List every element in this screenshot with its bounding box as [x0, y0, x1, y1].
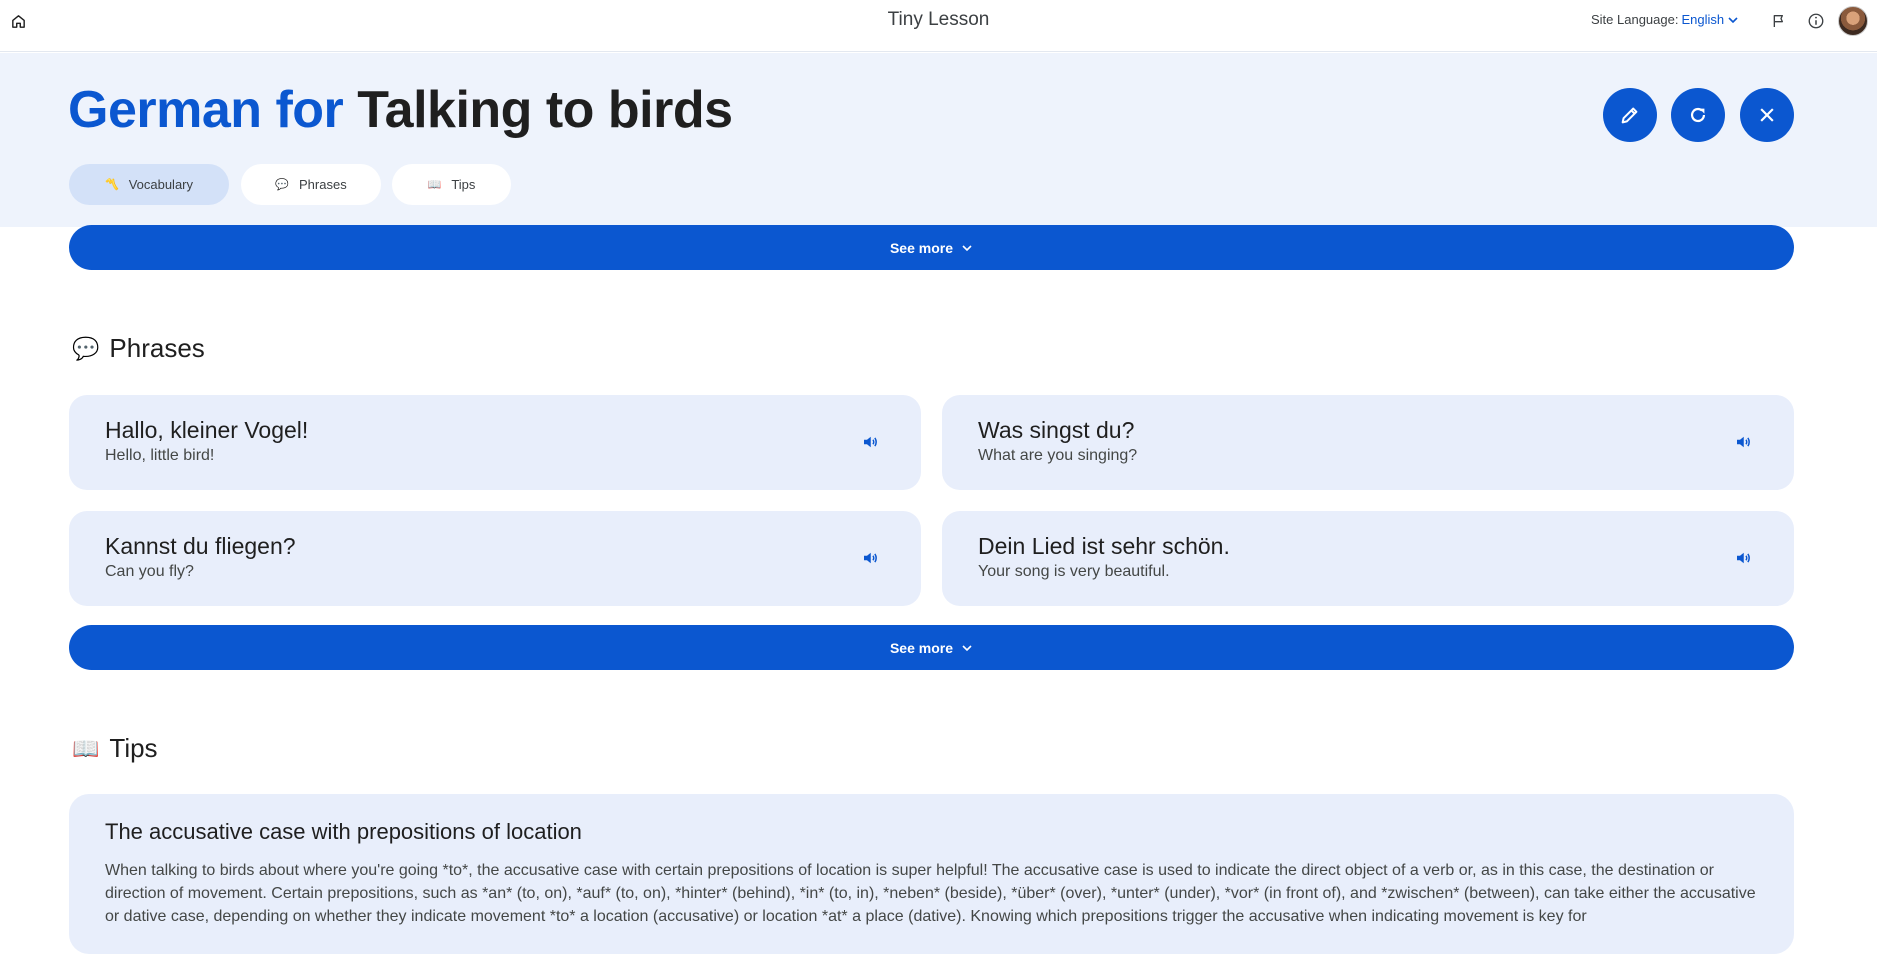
tab-tips[interactable]: [392, 164, 511, 205]
app-title-text: Tiny Lesson: [887, 9, 990, 30]
page-title: [68, 80, 733, 140]
flag-icon[interactable]: [1769, 11, 1789, 31]
vocabulary-see-more-button[interactable]: [69, 225, 1794, 270]
tip-title: The accusative case with prepositions of location: [105, 819, 582, 844]
speaker-icon[interactable]: [1732, 547, 1754, 569]
tab-tips-label: Tips: [451, 177, 476, 192]
speech-bubble-icon: 💬: [275, 179, 289, 191]
site-language-select[interactable]: [1681, 12, 1739, 27]
tips-title-text: Tips: [109, 733, 158, 763]
pencil-icon: [1619, 104, 1641, 126]
chevron-down-icon: [961, 242, 973, 254]
phrase-english: Hello, little bird!: [105, 447, 215, 464]
tab-phrases-label: Phrases: [299, 177, 347, 192]
vocabulary-emoji-icon: 〽️: [104, 179, 119, 191]
top-bar: [0, 0, 1877, 52]
phrase-german: Dein Lied ist sehr schön.: [978, 533, 1230, 559]
info-icon[interactable]: [1806, 11, 1826, 31]
see-more-label: See more: [889, 239, 954, 256]
tip-card: [69, 794, 1794, 954]
phrase-english: What are you singing?: [978, 447, 1138, 464]
home-icon[interactable]: [8, 10, 28, 32]
site-language: [1591, 12, 1739, 27]
speaker-icon[interactable]: [859, 431, 881, 453]
edit-button[interactable]: [1603, 88, 1657, 142]
phrases-see-more-button[interactable]: [69, 625, 1794, 670]
phrases-title-text: Phrases: [109, 333, 205, 363]
site-language-value: English: [1681, 12, 1725, 27]
phrase-german: Was singst du?: [978, 417, 1135, 443]
tab-phrases[interactable]: [241, 164, 381, 205]
speaker-icon[interactable]: [1732, 431, 1754, 453]
phrase-english: Can you fly?: [105, 563, 194, 580]
book-icon: 📖: [72, 735, 100, 761]
page-title-lead: German for: [68, 81, 344, 139]
phrase-english: Your song is very beautiful.: [978, 563, 1170, 580]
book-icon: 📖: [427, 179, 442, 191]
speech-bubble-icon: 💬: [72, 335, 100, 361]
phrases-section-title: [72, 333, 205, 364]
tab-vocabulary-label: Vocabulary: [128, 177, 194, 192]
refresh-icon: [1687, 104, 1709, 126]
phrase-german: Hallo, kleiner Vogel!: [105, 417, 309, 443]
avatar[interactable]: [1838, 6, 1868, 36]
speaker-icon[interactable]: [859, 547, 881, 569]
site-language-label: Site Language:: [1591, 12, 1679, 27]
phrase-card: [942, 511, 1794, 606]
page-title-topic: Talking to birds: [357, 81, 733, 139]
tips-section-title: [72, 733, 158, 764]
phrase-card: [69, 395, 921, 490]
phrase-german: Kannst du fliegen?: [105, 533, 296, 559]
chevron-down-icon: [1727, 14, 1739, 26]
regenerate-button[interactable]: [1671, 88, 1725, 142]
lesson-header: [0, 53, 1877, 227]
phrase-card: [942, 395, 1794, 490]
tab-vocabulary[interactable]: [69, 164, 229, 205]
chevron-down-icon: [961, 642, 973, 654]
phrase-card: [69, 511, 921, 606]
tip-body: When talking to birds about where you're going *to*, the accusative case with certain prepositions of location is super helpful! The accusative case is used to indicate the direct object of a verb or, as in this case, the destination or direction of movement. Certain prepositions, such as *an* (to, on), *auf* (to, on), *hinter* (behind), *in* (to, in), *neben* (beside), *über* (over), *unter* (under), *vor* (in front of), and *zwischen* (between), can take either the accusative or dative case, depending on whether they indicate movement *to* a location (accusative) or location *at* a place (dative). Knowing which prepositions trigger the accusative when indicating movement is key for: [105, 862, 1756, 925]
close-icon: [1757, 105, 1777, 125]
see-more-label: See more: [889, 639, 954, 656]
close-button[interactable]: [1740, 88, 1794, 142]
